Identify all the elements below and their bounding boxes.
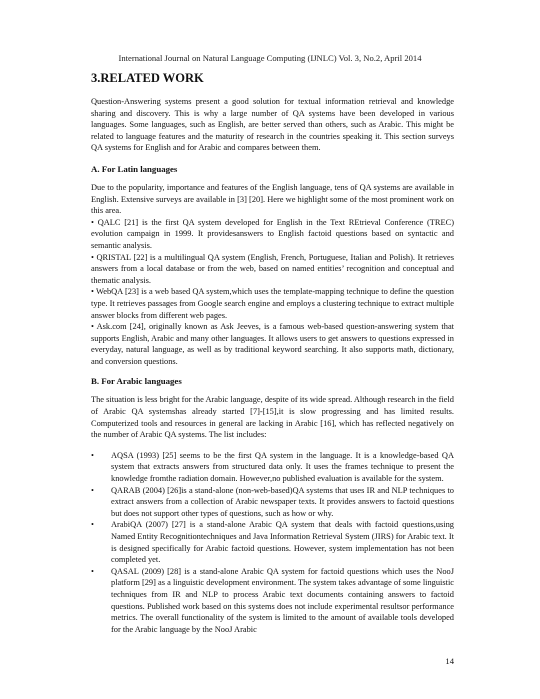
latin-item-qalc: • QALC [21] is the first QA system developed for English in the Text REtrieval Conference (TREC) evolution campaign in 1999. It providesanswers to English factoid questions based on syntactic and semantic analysis. <box>91 217 454 250</box>
list-item-text: QARAB (2004) [26]is a stand-alone (non-web-based)QA systems that uses IR and NLP techniques to extract answers from a collection of Arabic newspaper texts. It provides answers to factoid questions but does not support other types of questions, such as how or why. <box>111 485 454 518</box>
latin-languages-heading: A. For Latin languages <box>91 163 178 174</box>
main-content <box>91 71 454 635</box>
list-item <box>91 566 454 636</box>
list-item <box>91 519 454 565</box>
bullet-icon: • <box>91 485 94 495</box>
section-title: 3.RELATED WORK <box>91 71 204 85</box>
bullet-icon: • <box>91 520 94 530</box>
arabic-languages-heading: B. For Arabic languages <box>91 376 182 387</box>
latin-languages-block <box>91 182 454 368</box>
list-item-text: AQSA (1993) [25] seems to be the first QA system in the language. It is a knowledge-based QA system that extracts answers from structured data only. It uses the frames technique to present the knowledge fromthe radiation domain. However,no published evaluation is available for the system. <box>111 450 454 484</box>
bullet-icon: • <box>91 566 94 576</box>
bullet-icon: • <box>91 450 94 460</box>
list-item <box>91 450 454 485</box>
latin-intro-paragraph: Due to the popularity, importance and features of the English language, tens of QA systems are available in English. Extensive surveys are available in [3] [20]. Here we highlight some of the most prominent work on this area. <box>91 182 454 216</box>
latin-item-webqa: • WebQA [23] is a web based QA system,which uses the template-mapping technique to define the question type. It retrieves passages from Google search engine and employs a clustering technique to extract multiple answer blocks from different web pages. <box>91 287 454 320</box>
latin-item-askcom: • Ask.com [24], originally known as Ask Jeeves, is a famous web-based question-answering system that supports English, Arabic and many other languages. It allows users to get answers to questions expressed in everyday, natural language, as well as by traditional keyword searching. It also supports math, dictionary, and conversion questions. <box>91 322 454 366</box>
list-item-text: QASAL (2009) [28] is a stand-alone Arabic QA system for factoid questions which uses the NooJ platform [29] as a linguistic development environment. The system takes advantage of some linguistic techniques from IR and NLP to process Arabic text documents containing answers to factoid questions. Published work based on this systems does not include experimental resultsor performance metrics. The overall functionality of the system is limited to the amount of available tools developed for the Arabic language by the NooJ Arabic <box>111 566 454 634</box>
list-item-text: ArabiQA (2007) [27] is a stand-alone Arabic QA system that deals with factoid questions,using Named Entity Recognitiontechniques and Java Information Retrieval System (JIRS) for Arabic text. It is designed specifically for Arabic factoid questions. However, system implementation has not been completed yet. <box>111 520 454 565</box>
list-item <box>91 485 454 520</box>
page-number: 14 <box>445 656 454 666</box>
section-intro-paragraph: Question-Answering systems present a good solution for textual information retrieval and knowledge sharing and discovery. This is why a large number of QA systems have been developed in various languages. Some languages, such as English, are better served than others, such as Arabic. This might be related to language features and the maturity of research in the countries speaking it. This section surveys QA systems for English and for Arabic and compares between them. <box>91 97 454 153</box>
journal-header: International Journal on Natural Language Computing (IJNLC) Vol. 3, No.2, April 2014 <box>118 53 422 63</box>
arabic-systems-list <box>91 450 454 636</box>
arabic-intro-paragraph: The situation is less bright for the Arabic language, despite of its wide spread. Although research in the field of Arabic QA systemshas already started [7]-[15],it is slow progressing and has limited results. Computerized tools and resources in general are lacking in Arabic [16], which has reflected negatively on the number of Arabic QA systems. The list includes: <box>91 395 454 440</box>
latin-item-qristal: • QRISTAL [22] is a multilingual QA system (English, French, Portuguese, Italian and Polish). It retrieves answers from a local database or from the web, based on named entities’ recognition and conceptual and thematic analysis. <box>91 252 454 285</box>
